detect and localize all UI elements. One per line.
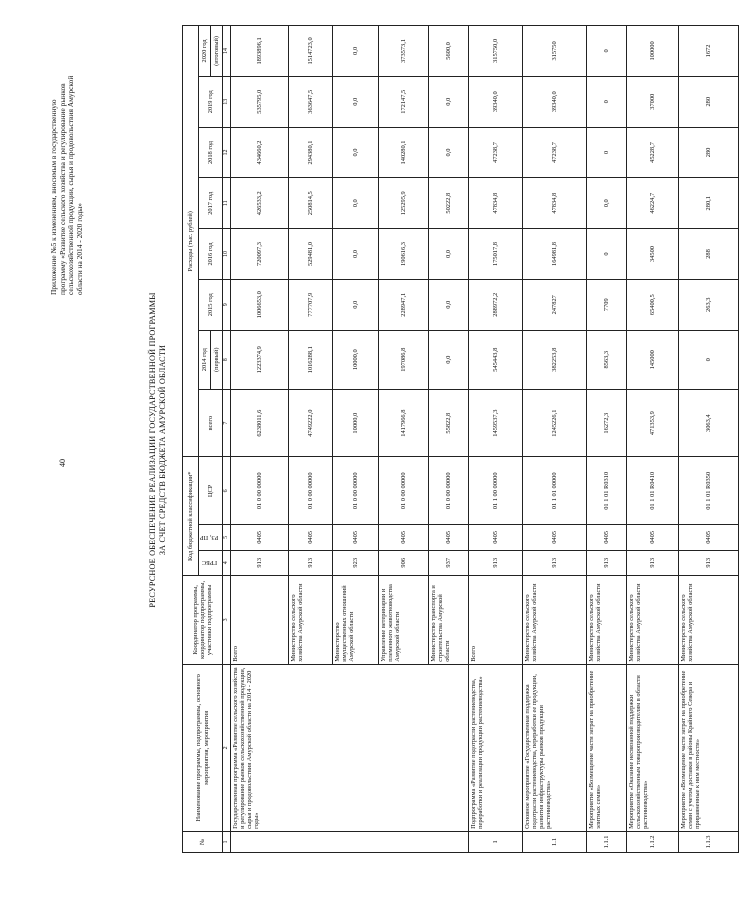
cell-rzpr: 0405 (468, 525, 522, 550)
row-name: Мероприятие «Оказание несвязанной поддержки сельскохозяйственным товаропроизводителям в области растениеводства» (626, 664, 678, 831)
cell-y2016: 720097,3 (230, 229, 288, 280)
row-name: Мероприятие «Возмещение части затрат на приобретение семян с учетом доставки в районы Крайнего Севера и приравненные к ним местности» (678, 664, 738, 831)
column-index-cell: 12 (223, 127, 231, 178)
cell-csr: 01 1 01 R0350 (678, 457, 738, 525)
cell-y2019: 280 (678, 76, 738, 127)
row-coordinator: Министерство сельского хозяйства Амурской области (626, 575, 678, 664)
cell-y2015: 228947,1 (378, 279, 428, 330)
cell-rzpr: 0405 (586, 525, 626, 550)
cell-rzpr: 0405 (230, 525, 288, 550)
cell-y2020: 0 (586, 26, 626, 77)
header-name: Наименование программы, подпрограммы, основного мероприятия, мероприятия (183, 664, 223, 831)
cell-total: 16272,3 (586, 389, 626, 457)
cell-y2016: 164981,8 (522, 229, 586, 280)
cell-grbs: 913 (468, 550, 522, 575)
column-index-cell: 3 (223, 575, 231, 664)
cell-y2015: 263,3 (678, 279, 738, 330)
header-coordinator: Координатор программы, координатор подпрограммы, участники подпрограммы (183, 575, 223, 664)
document-title (148, 105, 169, 795)
row-number: 1.1.3 (678, 831, 738, 852)
cell-y2020: 0,0 (332, 26, 378, 77)
row-number (230, 831, 468, 852)
header-2019: 2019 год (199, 76, 223, 127)
cell-y2018: 434660,2 (230, 127, 288, 178)
cell-y2015: 288972,2 (468, 279, 522, 330)
cell-y2017: 426533,2 (230, 178, 288, 229)
cell-csr: 01 0 00 00000 (428, 457, 468, 525)
row-coordinator: Министерство имущественных отношений Амурской области (332, 575, 378, 664)
cell-rzpr: 0405 (522, 525, 586, 550)
cell-rzpr: 0405 (626, 525, 678, 550)
row-name: Основное мероприятие «Государственная поддержка подотрасли растениеводства, переработки ее продукции, развития инфраструктуры рынков продукции растениеводства» (522, 664, 586, 831)
cell-y2019: 39340,0 (468, 76, 522, 127)
cell-y2019: 37000 (626, 76, 678, 127)
cell-y2014: 10000,0 (332, 330, 378, 389)
column-index-cell: 13 (223, 76, 231, 127)
row-name: Государственная программа «Развитие сельского хозяйства и регулирование рынков сельскохозяйственной продукции, сырья и продовольствия Амурской области на 2014 - 2020 годы» (230, 664, 468, 831)
cell-y2019: 0 (586, 76, 626, 127)
cell-y2017: 0,0 (586, 178, 626, 229)
cell-grbs: 923 (332, 550, 378, 575)
cell-y2014: 197086,8 (378, 330, 428, 389)
row-coordinator: Министерство сельского хозяйства Амурской области (678, 575, 738, 664)
row-coordinator: Всего (230, 575, 288, 664)
cell-y2015: 7709 (586, 279, 626, 330)
cell-y2020: 315750,0 (468, 26, 522, 77)
cell-y2017: 47834,8 (522, 178, 586, 229)
cell-y2020: 100000 (626, 26, 678, 77)
cell-y2019: 0,0 (332, 76, 378, 127)
header-2015: 2015 год (199, 279, 223, 330)
cell-grbs: 937 (428, 550, 468, 575)
cell-csr: 01 0 00 00000 (288, 457, 332, 525)
cell-y2014: 382253,8 (522, 330, 586, 389)
header-2020: 2020 год (199, 26, 211, 77)
cell-y2017: 125295,9 (378, 178, 428, 229)
cell-y2015: 247827 (522, 279, 586, 330)
cell-total: 4749222,0 (288, 389, 332, 457)
column-index-cell: 9 (223, 279, 231, 330)
cell-grbs: 906 (378, 550, 428, 575)
cell-y2014: 8563,3 (586, 330, 626, 389)
cell-y2019: 363647,5 (288, 76, 332, 127)
title-line-2: ЗА СЧЕТ СРЕДСТВ БЮДЖЕТА АМУРСКОЙ ОБЛАСТИ (158, 344, 168, 556)
cell-rzpr: 0405 (428, 525, 468, 550)
cell-total: 1245226,1 (522, 389, 586, 457)
cell-csr: 01 0 00 00000 (378, 457, 428, 525)
header-2020-sub: (итоговый) (211, 26, 223, 77)
cell-y2015: 0,0 (428, 279, 468, 330)
header-budget-code: Код бюджетной классификации* (183, 457, 199, 575)
cell-y2019: 535795,0 (230, 76, 288, 127)
cell-y2018: 47238,7 (522, 127, 586, 178)
cell-y2018: 47238,7 (468, 127, 522, 178)
cell-y2018: 140280,1 (378, 127, 428, 178)
header-grbs: ГРБС (199, 550, 223, 575)
column-index-cell: 10 (223, 229, 231, 280)
cell-y2014: 145000 (626, 330, 678, 389)
title-line-1: РЕСУРСНОЕ ОБЕСПЕЧЕНИЕ РЕАЛИЗАЦИИ ГОСУДАРСТВЕННОЙ ПРОГРАММЫ (148, 292, 157, 608)
cell-csr: 01 1 00 00000 (468, 457, 522, 525)
cell-y2014: 0 (678, 330, 738, 389)
cell-y2018: 0,0 (332, 127, 378, 178)
cell-y2014: 545443,8 (468, 330, 522, 389)
header-2017: 2017 год (199, 178, 223, 229)
row-coordinator: Министерство сельского хозяйства Амурской области (288, 575, 332, 664)
cell-y2019: 172147,5 (378, 76, 428, 127)
row-name: Подпрограмма «Развитие подотрасли растениеводства, переработки и реализации продукции растениеводства» (468, 664, 522, 831)
cell-y2016: 288 (678, 229, 738, 280)
cell-total: 1459537,3 (468, 389, 522, 457)
cell-rzpr: 0405 (678, 525, 738, 550)
cell-y2017: 0,0 (332, 178, 378, 229)
column-index-cell: 6 (223, 457, 231, 525)
cell-total: 10000,0 (332, 389, 378, 457)
row-coordinator: Управление ветеринарии и племенного животноводства Амурской области (378, 575, 428, 664)
cell-y2019: 0,0 (428, 76, 468, 127)
cell-y2018: 294380,1 (288, 127, 332, 178)
header-2016: 2016 год (199, 229, 223, 280)
column-index-cell: 14 (223, 26, 231, 77)
cell-y2020: 1514723,0 (288, 26, 332, 77)
cell-y2016: 0,0 (428, 229, 468, 280)
cell-y2016: 175017,8 (468, 229, 522, 280)
cell-csr: 01 1 01 R0310 (586, 457, 626, 525)
cell-total: 55822,8 (428, 389, 468, 457)
cell-y2018: 45228,7 (626, 127, 678, 178)
cell-grbs: 913 (288, 550, 332, 575)
resource-table (182, 25, 739, 853)
column-index-cell: 11 (223, 178, 231, 229)
cell-y2016: 0,0 (332, 229, 378, 280)
cell-y2017: 46224,7 (626, 178, 678, 229)
cell-csr: 01 1 01 00000 (522, 457, 586, 525)
header-2014-sub: (первый) (211, 330, 223, 389)
cell-grbs: 913 (522, 550, 586, 575)
column-index-cell: 1 (223, 831, 231, 852)
cell-y2020: 5600,0 (428, 26, 468, 77)
column-index-row (223, 26, 231, 853)
cell-y2014: 1016288,1 (288, 330, 332, 389)
table-body (230, 26, 738, 853)
cell-y2017: 50222,8 (428, 178, 468, 229)
cell-csr: 01 1 01 R0410 (626, 457, 678, 525)
cell-grbs: 913 (586, 550, 626, 575)
table-row (522, 26, 586, 853)
cell-y2016: 190616,3 (378, 229, 428, 280)
header-2014: 2014 год (199, 330, 211, 389)
cell-grbs: 913 (626, 550, 678, 575)
cell-y2014: 0,0 (428, 330, 468, 389)
cell-y2015: 777707,9 (288, 279, 332, 330)
header-csr: ЦСР (199, 457, 223, 525)
row-number: 1.1.2 (626, 831, 678, 852)
cell-rzpr: 0405 (288, 525, 332, 550)
cell-grbs: 913 (678, 550, 738, 575)
cell-y2014: 1223374,9 (230, 330, 288, 389)
column-index-cell: 2 (223, 664, 231, 831)
cell-y2019: 39340,0 (522, 76, 586, 127)
appendix-note: Приложение №5 к изменениям, вносимым в государственную программу «Развитие сельского хозяйства и регулирование рынков сельскохозяйственной продукции, сырья и продовольствия Амурской области на 2014 - 2020 годы» (49, 75, 85, 295)
column-index-cell: 8 (223, 330, 231, 389)
header-num: № (183, 831, 223, 852)
cell-y2017: 280,1 (678, 178, 738, 229)
header-total: всего (199, 389, 223, 457)
cell-y2020: 315750 (522, 26, 586, 77)
cell-y2016: 529481,0 (288, 229, 332, 280)
table-row (626, 26, 678, 853)
cell-grbs: 913 (230, 550, 288, 575)
cell-y2017: 250814,5 (288, 178, 332, 229)
cell-total: 6238011,6 (230, 389, 288, 457)
cell-total: 3063,4 (678, 389, 738, 457)
cell-y2015: 0,0 (332, 279, 378, 330)
table-row (586, 26, 626, 853)
cell-y2020: 1672 (678, 26, 738, 77)
cell-y2017: 47834,8 (468, 178, 522, 229)
cell-y2018: 0 (586, 127, 626, 178)
row-number: 1 (468, 831, 522, 852)
row-coordinator: Министерство транспорта и строительства Амурской области (428, 575, 468, 664)
header-2018: 2018 год (199, 127, 223, 178)
row-coordinator: Всего (468, 575, 522, 664)
table-row (468, 26, 522, 853)
row-coordinator: Министерство сельского хозяйства Амурской области (522, 575, 586, 664)
cell-total: 471353,9 (626, 389, 678, 457)
table-row (230, 26, 288, 853)
page-number: 40 (58, 459, 67, 467)
cell-y2016: 0 (586, 229, 626, 280)
cell-y2018: 280 (678, 127, 738, 178)
row-name: Мероприятие «Возмещение части затрат на приобретение элитных семян» (586, 664, 626, 831)
header-rzpr: РЗ, ПР (199, 525, 223, 550)
cell-y2018: 0,0 (428, 127, 468, 178)
cell-y2015: 1006653,0 (230, 279, 288, 330)
row-number: 1.1.1 (586, 831, 626, 852)
cell-y2020: 1893896,1 (230, 26, 288, 77)
cell-rzpr: 0405 (378, 525, 428, 550)
row-coordinator: Министерство сельского хозяйства Амурской области (586, 575, 626, 664)
column-index-cell: 5 (223, 525, 231, 550)
header-expenses: Расходы (тыс. рублей) (183, 26, 199, 458)
cell-y2015: 65400,5 (626, 279, 678, 330)
column-index-cell: 4 (223, 550, 231, 575)
cell-csr: 01 0 00 00000 (332, 457, 378, 525)
cell-total: 1417966,8 (378, 389, 428, 457)
cell-y2016: 34500 (626, 229, 678, 280)
cell-y2020: 373573,1 (378, 26, 428, 77)
cell-rzpr: 0405 (332, 525, 378, 550)
row-number: 1.1 (522, 831, 586, 852)
cell-csr: 01 0 00 00000 (230, 457, 288, 525)
column-index-cell: 7 (223, 389, 231, 457)
table-row (678, 26, 738, 853)
